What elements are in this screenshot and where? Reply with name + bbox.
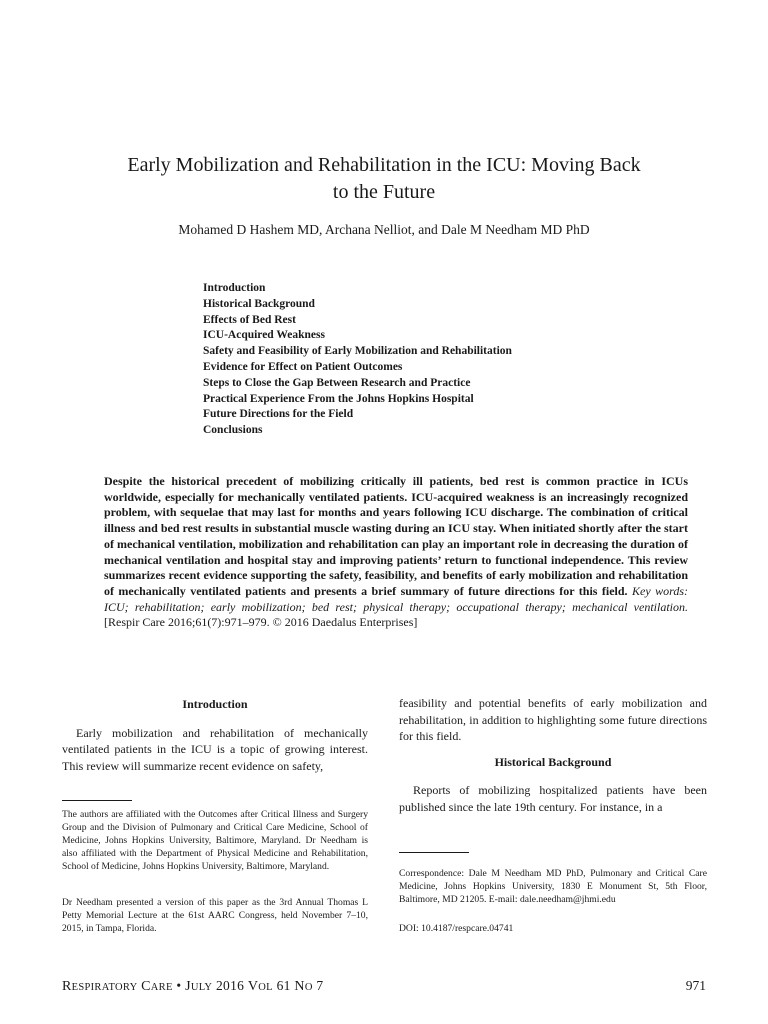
toc-item-safety-feasibility[interactable]: Safety and Feasibility of Early Mobilization and Rehabilitation (203, 345, 512, 358)
historical-background-paragraph: Reports of mobilizing hospitalized patients have been published since the late 19th century. For instance, in a (399, 783, 707, 814)
doi[interactable]: DOI: 10.4187/respcare.04741 (399, 923, 514, 934)
historical-background-heading: Historical Background (494, 754, 612, 769)
footnote-rule-left (62, 800, 132, 801)
page-number: 971 (685, 978, 706, 993)
affiliation-footnote: The authors are affiliated with the Outcomes after Critical Illness and Surgery Group and the Division of Pulmonary and Critical Care Medicine, School of Medicine, Johns Hopkins University, Baltimore, Maryland. Dr Needham is also affiliated with the Department of Physical Medicine and Rehabilitation, School of Medicine, Johns Hopkins University, Baltimore, Maryland. (62, 809, 368, 872)
table-of-contents (203, 281, 512, 439)
toc-item-steps-close-gap[interactable]: Steps to Close the Gap Between Research and Practice (203, 376, 471, 389)
journal-footer: RESPIRATORY CARE • JULY 2016 VOL 61 NO 7 (62, 978, 324, 994)
right-column (399, 695, 707, 816)
toc-item-historical-background[interactable]: Historical Background (203, 297, 315, 310)
correspondence-footnote: Correspondence: Dale M Needham MD PhD, Pulmonary and Critical Care Medicine, Johns Hopkins University, 1830 E Monument St, 5th Floor, Baltimore, MD 21205. E-mail: dale.needham@jhmi.edu (399, 868, 707, 905)
article-title (60, 152, 708, 206)
toc-item-future-directions[interactable]: Future Directions for the Field (203, 408, 354, 421)
toc-item-evidence[interactable]: Evidence for Effect on Patient Outcomes (203, 360, 403, 373)
introduction-paragraph: Early mobilization and rehabilitation of mechanically ventilated patients in the ICU is a topic of growing interest. This review will summarize recent evidence on safety, (62, 725, 368, 773)
toc-item-introduction[interactable]: Introduction (203, 282, 266, 294)
toc-item-icu-acquired-weakness[interactable]: ICU-Acquired Weakness (203, 329, 325, 342)
right-paragraph-1: feasibility and potential benefits of early mobilization and rehabilitation, in addition to highlighting some future directions for this field. (399, 696, 707, 744)
abstract-body: Despite the historical precedent of mobilizing critically ill patients, bed rest is common practice in ICUs worldwide, especially for mechanically ventilated patients. ICU-acquired weakness is an increasingly recognized problem, with sequelae that may last for months and years following ICU discharge. The combination of critical illness and bed rest results in substantial muscle wasting during an ICU stay. When initiated shortly after the start of mechanical ventilation, mobilization and rehabilitation can play an important role in decreasing the duration of mechanical ventilation and hospital stay and improving patients’ return to functional independence. This review summarizes recent evidence supporting the safety, feasibility, and benefits of early mobilization and rehabilitation of mechanically ventilated patients and presents a brief summary of future directions for this field. (104, 474, 688, 598)
toc-item-conclusions[interactable]: Conclusions (203, 424, 263, 437)
abstract-keywords: Key words: ICU; rehabilitation; early mobilization; bed rest; physical therapy; occupational therapy; mechanical ventilation. (104, 583, 689, 614)
introduction-heading: Introduction (182, 697, 248, 711)
author-list: Mohamed D Hashem MD, Archana Nelliot, and Dale M Needham MD PhD (178, 222, 590, 237)
title-line-2: to the Future (332, 181, 436, 203)
toc-item-practical-experience[interactable]: Practical Experience From the Johns Hopkins Hospital (203, 392, 474, 405)
abstract-citation: [Respir Care 2016;61(7):971–979. © 2016 Daedalus Enterprises] (104, 615, 418, 630)
left-column (62, 696, 368, 774)
lecture-footnote: Dr Needham presented a version of this paper as the 3rd Annual Thomas L Petty Memorial Lecture at the 61st AARC Congress, held November 7–10, 2015, in Tampa, Florida. (62, 897, 368, 934)
toc-item-effects-of-bed-rest[interactable]: Effects of Bed Rest (203, 313, 296, 326)
title-line-1: Early Mobilization and Rehabilitation in the ICU: Moving Back (127, 154, 641, 176)
abstract (104, 474, 688, 631)
footnote-rule-right (399, 852, 469, 853)
